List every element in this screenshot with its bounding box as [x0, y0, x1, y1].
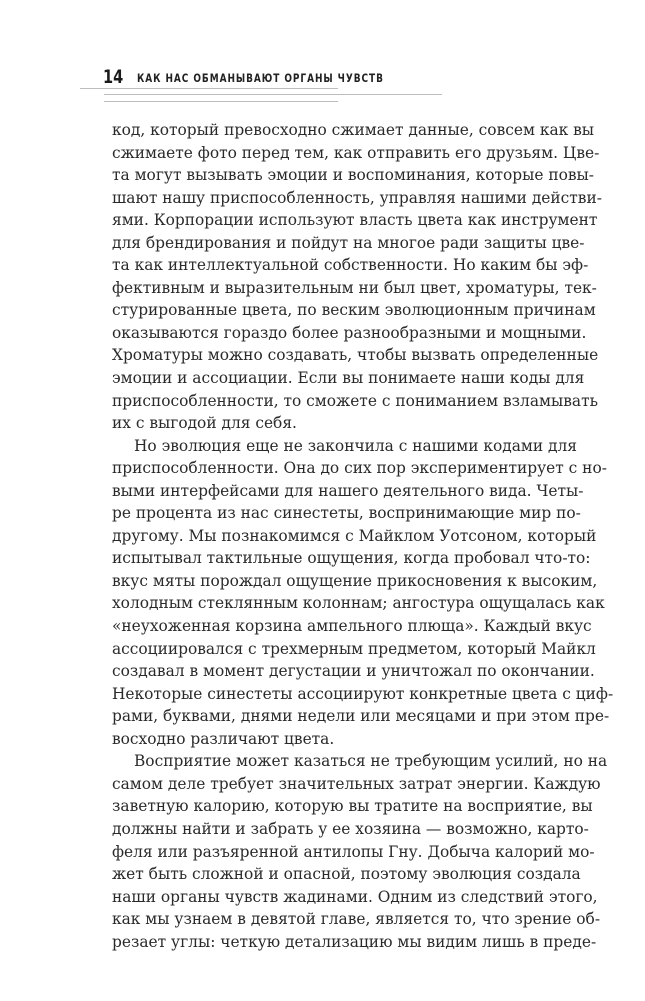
paragraph	[112, 119, 602, 435]
text-line: резает углы: четкую детализацию мы видим лишь в преде-	[112, 932, 597, 951]
text-line: феля или разъяренной антилопы Гну. Добыча калорий мо-	[112, 842, 595, 861]
text-line: шают нашу приспособленность, управляя нашими действи-	[112, 188, 602, 207]
text-line: код, который превосходно сжимает данные, совсем как вы	[112, 121, 595, 139]
text-line: ре процента из нас синестеты, воспринимающие мир по-	[112, 504, 581, 523]
text-line: самом деле требует значительных затрат энергии. Каждую	[112, 774, 601, 793]
text-line: наши органы чувств жадинами. Одним из следствий этого,	[112, 887, 598, 906]
running-title: КАК НАС ОБМАНЫВАЮТ ОРГАНЫ ЧУВСТВ	[137, 71, 384, 85]
text-line: для брендирования и пойдут на многое ради защиты цве-	[112, 233, 585, 252]
text-line: Некоторые синестеты ассоциируют конкретные цвета с циф-	[112, 684, 614, 703]
text-line: та как интеллектуальной собственности. Но каким бы эф-	[112, 256, 589, 275]
text-line: ями. Корпорации используют власть цвета как инструмент	[112, 211, 598, 230]
body-text	[112, 119, 614, 953]
text-line: стурированные цвета, по веским эволюционным причинам	[112, 301, 596, 320]
text-line: приспособленности. Она до сих пор экспериментирует с но-	[112, 459, 607, 478]
text-line: «неухоженная корзина ампельного плюща». Каждый вкус	[112, 617, 592, 636]
header-rule-middle	[104, 94, 442, 95]
text-line: приспособленности, то сможете с пониманием взламывать	[112, 391, 598, 410]
text-line: фективным и выразительным ни был цвет, хроматуры, тек-	[112, 278, 597, 297]
paragraph	[112, 435, 614, 751]
text-line: Восприятие может казаться не требующим усилий, но на	[134, 752, 608, 771]
text-line: жет быть сложной и опасной, поэтому эволюция создала	[112, 865, 581, 884]
text-line: оказываются гораздо более разнообразными и мощными.	[112, 323, 587, 342]
text-line: сжимаете фото перед тем, как отправить его друзьям. Цве-	[112, 143, 600, 162]
text-line: холодным стеклянным колоннам; ангостура ощущалась как	[112, 594, 605, 613]
text-line: эмоции и ассоциации. Если вы понимаете наши коды для	[112, 369, 585, 388]
text-line: восходно различают цвета.	[112, 729, 335, 748]
text-line: создавал в момент дегустации и уничтожал по окончании.	[112, 662, 595, 681]
text-line: их с выгодой для себя.	[112, 414, 297, 433]
text-line: выми интерфейсами для нашего деятельного вида. Четы-	[112, 481, 584, 500]
text-line: рами, буквами, днями недели или месяцами и при этом пре-	[112, 707, 610, 726]
text-line: как мы узнаем в девятой главе, является то, что зрение об-	[112, 910, 601, 929]
page-number: 14	[103, 66, 124, 88]
text-line: та могут вызывать эмоции и воспоминания, которые повы-	[112, 166, 594, 185]
header-rule-top	[80, 88, 338, 89]
paragraph	[112, 750, 608, 953]
text-line: вкус мяты порождал ощущение прикосновения к высоким,	[112, 571, 598, 590]
text-line: заветную калорию, которую вы тратите на восприятие, вы	[112, 797, 593, 816]
header-rule-bottom	[104, 101, 338, 102]
text-line: ассоциировался с трехмерным предметом, который Майкл	[112, 639, 596, 658]
text-line: испытывал тактильные ощущения, когда пробовал что-то:	[112, 549, 591, 568]
text-line: Но эволюция еще не закончила с нашими кодами для	[134, 436, 577, 455]
text-line: должны найти и забрать у ее хозяина — возможно, карто-	[112, 819, 589, 838]
text-line: Хроматуры можно создавать, чтобы вызвать определенные	[112, 346, 599, 365]
text-line: другому. Мы познакомимся с Майклом Уотсоном, который	[112, 526, 597, 545]
